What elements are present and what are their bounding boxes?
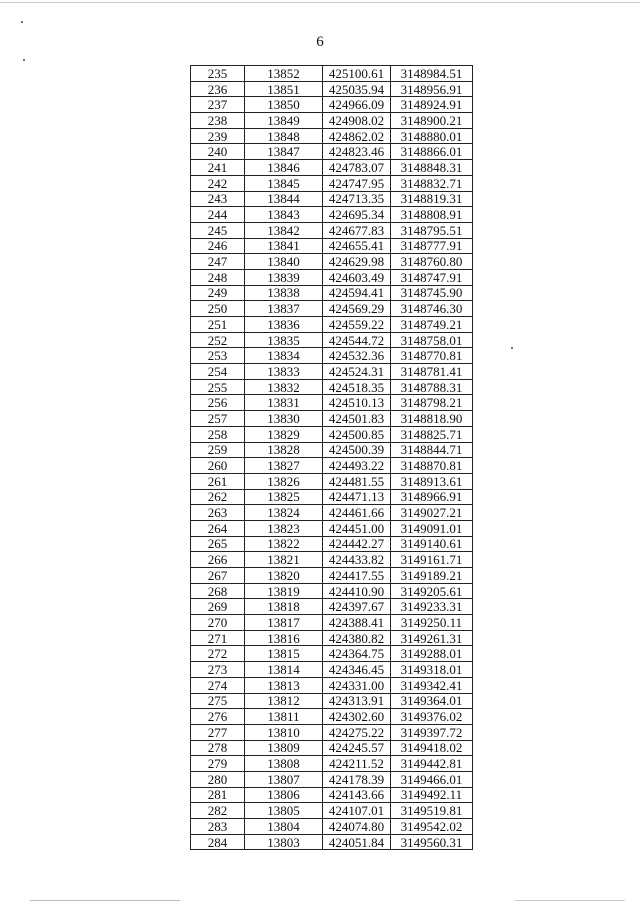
point-number-cell: 257 [191, 411, 245, 427]
point-number-cell: 262 [191, 489, 245, 505]
x-coordinate-cell: 424603.49 [323, 269, 391, 285]
point-number-cell: 269 [191, 599, 245, 615]
table-row [191, 473, 473, 489]
point-number-cell: 242 [191, 175, 245, 191]
page-edge-bottom [30, 900, 180, 901]
x-coordinate-cell: 424051.84 [323, 834, 391, 850]
y-coordinate-cell: 3148844.71 [391, 442, 473, 458]
y-coordinate-cell: 3148832.71 [391, 175, 473, 191]
table-row [191, 160, 473, 176]
x-coordinate-cell: 424346.45 [323, 662, 391, 678]
point-number-cell: 249 [191, 285, 245, 301]
table-row [191, 97, 473, 113]
table-row [191, 113, 473, 129]
table-row [191, 568, 473, 584]
point-number-cell: 281 [191, 787, 245, 803]
point-number-cell: 268 [191, 583, 245, 599]
table-row [191, 662, 473, 678]
table-row [191, 819, 473, 835]
table-row [191, 756, 473, 772]
y-coordinate-cell: 3148798.21 [391, 395, 473, 411]
point-number-cell: 253 [191, 348, 245, 364]
point-id-cell: 13824 [245, 505, 323, 521]
table-row [191, 238, 473, 254]
table-row [191, 379, 473, 395]
point-id-cell: 13822 [245, 536, 323, 552]
y-coordinate-cell: 3149189.21 [391, 568, 473, 584]
table-row [191, 505, 473, 521]
point-number-cell: 265 [191, 536, 245, 552]
x-coordinate-cell: 424143.66 [323, 787, 391, 803]
table-row [191, 81, 473, 97]
table-row [191, 364, 473, 380]
point-id-cell: 13818 [245, 599, 323, 615]
point-id-cell: 13848 [245, 128, 323, 144]
y-coordinate-cell: 3149376.02 [391, 709, 473, 725]
x-coordinate-cell: 424695.34 [323, 207, 391, 223]
y-coordinate-cell: 3148808.91 [391, 207, 473, 223]
x-coordinate-cell: 424677.83 [323, 222, 391, 238]
point-id-cell: 13838 [245, 285, 323, 301]
table-row [191, 599, 473, 615]
point-id-cell: 13835 [245, 332, 323, 348]
y-coordinate-cell: 3149519.81 [391, 803, 473, 819]
point-number-cell: 282 [191, 803, 245, 819]
point-number-cell: 272 [191, 646, 245, 662]
y-coordinate-cell: 3148866.01 [391, 144, 473, 160]
point-number-cell: 284 [191, 834, 245, 850]
y-coordinate-cell: 3148966.91 [391, 489, 473, 505]
point-id-cell: 13847 [245, 144, 323, 160]
point-id-cell: 13821 [245, 552, 323, 568]
x-coordinate-cell: 424713.35 [323, 191, 391, 207]
table-row [191, 332, 473, 348]
y-coordinate-cell: 3149027.21 [391, 505, 473, 521]
y-coordinate-cell: 3148777.91 [391, 238, 473, 254]
y-coordinate-cell: 3148749.21 [391, 317, 473, 333]
point-id-cell: 13825 [245, 489, 323, 505]
table-row [191, 630, 473, 646]
table-row [191, 191, 473, 207]
x-coordinate-cell: 424823.46 [323, 144, 391, 160]
table-row [191, 207, 473, 223]
point-id-cell: 13831 [245, 395, 323, 411]
y-coordinate-cell: 3148984.51 [391, 66, 473, 82]
coordinates-table-body [191, 66, 473, 850]
point-number-cell: 260 [191, 458, 245, 474]
point-number-cell: 277 [191, 724, 245, 740]
point-id-cell: 13813 [245, 677, 323, 693]
point-id-cell: 13826 [245, 473, 323, 489]
x-coordinate-cell: 424544.72 [323, 332, 391, 348]
table-row [191, 317, 473, 333]
table-row [191, 66, 473, 82]
table-row [191, 269, 473, 285]
point-id-cell: 13852 [245, 66, 323, 82]
x-coordinate-cell: 424397.67 [323, 599, 391, 615]
y-coordinate-cell: 3148758.01 [391, 332, 473, 348]
point-number-cell: 278 [191, 740, 245, 756]
x-coordinate-cell: 424313.91 [323, 693, 391, 709]
point-id-cell: 13834 [245, 348, 323, 364]
x-coordinate-cell: 424410.90 [323, 583, 391, 599]
page-edge-top [0, 2, 640, 3]
x-coordinate-cell: 424442.27 [323, 536, 391, 552]
x-coordinate-cell: 424302.60 [323, 709, 391, 725]
point-number-cell: 245 [191, 222, 245, 238]
point-id-cell: 13829 [245, 426, 323, 442]
table-row [191, 222, 473, 238]
point-id-cell: 13823 [245, 520, 323, 536]
y-coordinate-cell: 3149492.11 [391, 787, 473, 803]
table-row [191, 128, 473, 144]
point-id-cell: 13827 [245, 458, 323, 474]
point-number-cell: 238 [191, 113, 245, 129]
point-id-cell: 13839 [245, 269, 323, 285]
table-row [191, 787, 473, 803]
point-id-cell: 13820 [245, 568, 323, 584]
point-id-cell: 13817 [245, 615, 323, 631]
x-coordinate-cell: 424629.98 [323, 254, 391, 270]
y-coordinate-cell: 3148956.91 [391, 81, 473, 97]
point-id-cell: 13812 [245, 693, 323, 709]
x-coordinate-cell: 424501.83 [323, 411, 391, 427]
y-coordinate-cell: 3148795.51 [391, 222, 473, 238]
y-coordinate-cell: 3149560.31 [391, 834, 473, 850]
y-coordinate-cell: 3149342.41 [391, 677, 473, 693]
point-id-cell: 13851 [245, 81, 323, 97]
x-coordinate-cell: 424331.00 [323, 677, 391, 693]
table-row [191, 834, 473, 850]
y-coordinate-cell: 3148747.91 [391, 269, 473, 285]
x-coordinate-cell: 424532.36 [323, 348, 391, 364]
point-id-cell: 13844 [245, 191, 323, 207]
x-coordinate-cell: 424433.82 [323, 552, 391, 568]
x-coordinate-cell: 424417.55 [323, 568, 391, 584]
point-number-cell: 250 [191, 301, 245, 317]
point-id-cell: 13810 [245, 724, 323, 740]
point-id-cell: 13804 [245, 819, 323, 835]
y-coordinate-cell: 3149261.31 [391, 630, 473, 646]
point-number-cell: 280 [191, 771, 245, 787]
point-id-cell: 13840 [245, 254, 323, 270]
x-coordinate-cell: 424451.00 [323, 520, 391, 536]
point-number-cell: 241 [191, 160, 245, 176]
y-coordinate-cell: 3148825.71 [391, 426, 473, 442]
point-number-cell: 254 [191, 364, 245, 380]
scan-speck [23, 59, 25, 61]
point-id-cell: 13837 [245, 301, 323, 317]
y-coordinate-cell: 3149250.11 [391, 615, 473, 631]
table-row [191, 489, 473, 505]
point-number-cell: 246 [191, 238, 245, 254]
y-coordinate-cell: 3148924.91 [391, 97, 473, 113]
y-coordinate-cell: 3148746.30 [391, 301, 473, 317]
point-id-cell: 13845 [245, 175, 323, 191]
table-row [191, 458, 473, 474]
table-row [191, 724, 473, 740]
point-id-cell: 13850 [245, 97, 323, 113]
table-row [191, 520, 473, 536]
table-row [191, 285, 473, 301]
coordinates-table [190, 65, 473, 850]
x-coordinate-cell: 424966.09 [323, 97, 391, 113]
y-coordinate-cell: 3148770.81 [391, 348, 473, 364]
point-number-cell: 270 [191, 615, 245, 631]
x-coordinate-cell: 424388.41 [323, 615, 391, 631]
point-number-cell: 258 [191, 426, 245, 442]
y-coordinate-cell: 3149205.61 [391, 583, 473, 599]
x-coordinate-cell: 424518.35 [323, 379, 391, 395]
table-row [191, 411, 473, 427]
x-coordinate-cell: 424783.07 [323, 160, 391, 176]
point-id-cell: 13805 [245, 803, 323, 819]
point-id-cell: 13832 [245, 379, 323, 395]
y-coordinate-cell: 3149418.02 [391, 740, 473, 756]
point-number-cell: 243 [191, 191, 245, 207]
y-coordinate-cell: 3148818.90 [391, 411, 473, 427]
y-coordinate-cell: 3148880.01 [391, 128, 473, 144]
y-coordinate-cell: 3148745.90 [391, 285, 473, 301]
x-coordinate-cell: 424559.22 [323, 317, 391, 333]
point-id-cell: 13846 [245, 160, 323, 176]
point-number-cell: 274 [191, 677, 245, 693]
table-row [191, 771, 473, 787]
table-row [191, 254, 473, 270]
y-coordinate-cell: 3149364.01 [391, 693, 473, 709]
x-coordinate-cell: 424481.55 [323, 473, 391, 489]
point-number-cell: 259 [191, 442, 245, 458]
table-row [191, 426, 473, 442]
table-row [191, 395, 473, 411]
y-coordinate-cell: 3148848.31 [391, 160, 473, 176]
y-coordinate-cell: 3148913.61 [391, 473, 473, 489]
y-coordinate-cell: 3149442.81 [391, 756, 473, 772]
point-number-cell: 235 [191, 66, 245, 82]
point-id-cell: 13842 [245, 222, 323, 238]
scan-speck [511, 347, 513, 349]
table-row [191, 144, 473, 160]
point-number-cell: 255 [191, 379, 245, 395]
point-number-cell: 273 [191, 662, 245, 678]
point-number-cell: 279 [191, 756, 245, 772]
table-row [191, 677, 473, 693]
x-coordinate-cell: 424471.13 [323, 489, 391, 505]
point-number-cell: 239 [191, 128, 245, 144]
x-coordinate-cell: 424245.57 [323, 740, 391, 756]
x-coordinate-cell: 424500.85 [323, 426, 391, 442]
x-coordinate-cell: 424655.41 [323, 238, 391, 254]
x-coordinate-cell: 424107.01 [323, 803, 391, 819]
point-number-cell: 248 [191, 269, 245, 285]
y-coordinate-cell: 3149318.01 [391, 662, 473, 678]
y-coordinate-cell: 3149397.72 [391, 724, 473, 740]
point-id-cell: 13819 [245, 583, 323, 599]
x-coordinate-cell: 424275.22 [323, 724, 391, 740]
point-id-cell: 13836 [245, 317, 323, 333]
y-coordinate-cell: 3149161.71 [391, 552, 473, 568]
point-number-cell: 264 [191, 520, 245, 536]
x-coordinate-cell: 424510.13 [323, 395, 391, 411]
table-row [191, 709, 473, 725]
point-number-cell: 236 [191, 81, 245, 97]
point-number-cell: 261 [191, 473, 245, 489]
scan-speck [21, 21, 23, 23]
point-number-cell: 240 [191, 144, 245, 160]
table-row [191, 803, 473, 819]
y-coordinate-cell: 3148760.80 [391, 254, 473, 270]
point-id-cell: 13803 [245, 834, 323, 850]
y-coordinate-cell: 3149288.01 [391, 646, 473, 662]
x-coordinate-cell: 424908.02 [323, 113, 391, 129]
point-number-cell: 263 [191, 505, 245, 521]
x-coordinate-cell: 424461.66 [323, 505, 391, 521]
x-coordinate-cell: 424569.29 [323, 301, 391, 317]
table-row [191, 693, 473, 709]
point-id-cell: 13849 [245, 113, 323, 129]
y-coordinate-cell: 3149140.61 [391, 536, 473, 552]
point-number-cell: 271 [191, 630, 245, 646]
x-coordinate-cell: 424364.75 [323, 646, 391, 662]
point-number-cell: 283 [191, 819, 245, 835]
point-number-cell: 275 [191, 693, 245, 709]
point-id-cell: 13808 [245, 756, 323, 772]
point-id-cell: 13811 [245, 709, 323, 725]
point-number-cell: 256 [191, 395, 245, 411]
x-coordinate-cell: 424211.52 [323, 756, 391, 772]
point-number-cell: 267 [191, 568, 245, 584]
table-row [191, 740, 473, 756]
table-row [191, 442, 473, 458]
y-coordinate-cell: 3148870.81 [391, 458, 473, 474]
point-number-cell: 244 [191, 207, 245, 223]
point-id-cell: 13815 [245, 646, 323, 662]
table-row [191, 175, 473, 191]
point-number-cell: 247 [191, 254, 245, 270]
y-coordinate-cell: 3149542.02 [391, 819, 473, 835]
table-row [191, 301, 473, 317]
y-coordinate-cell: 3149091.01 [391, 520, 473, 536]
x-coordinate-cell: 424074.80 [323, 819, 391, 835]
table-row [191, 615, 473, 631]
x-coordinate-cell: 424178.39 [323, 771, 391, 787]
y-coordinate-cell: 3148819.31 [391, 191, 473, 207]
point-id-cell: 13828 [245, 442, 323, 458]
table-row [191, 646, 473, 662]
table-row [191, 536, 473, 552]
table-row [191, 583, 473, 599]
x-coordinate-cell: 424380.82 [323, 630, 391, 646]
x-coordinate-cell: 424493.22 [323, 458, 391, 474]
y-coordinate-cell: 3148781.41 [391, 364, 473, 380]
x-coordinate-cell: 424747.95 [323, 175, 391, 191]
point-id-cell: 13806 [245, 787, 323, 803]
x-coordinate-cell: 424524.31 [323, 364, 391, 380]
y-coordinate-cell: 3149466.01 [391, 771, 473, 787]
table-row [191, 348, 473, 364]
point-id-cell: 13809 [245, 740, 323, 756]
point-number-cell: 266 [191, 552, 245, 568]
x-coordinate-cell: 424500.39 [323, 442, 391, 458]
y-coordinate-cell: 3149233.31 [391, 599, 473, 615]
x-coordinate-cell: 424594.41 [323, 285, 391, 301]
point-number-cell: 252 [191, 332, 245, 348]
y-coordinate-cell: 3148900.21 [391, 113, 473, 129]
y-coordinate-cell: 3148788.31 [391, 379, 473, 395]
point-id-cell: 13841 [245, 238, 323, 254]
point-id-cell: 13814 [245, 662, 323, 678]
point-number-cell: 237 [191, 97, 245, 113]
point-number-cell: 251 [191, 317, 245, 333]
point-id-cell: 13833 [245, 364, 323, 380]
x-coordinate-cell: 425035.94 [323, 81, 391, 97]
page-edge-bottom [515, 900, 625, 901]
point-id-cell: 13807 [245, 771, 323, 787]
page-number: 6 [316, 34, 324, 50]
point-number-cell: 276 [191, 709, 245, 725]
point-id-cell: 13843 [245, 207, 323, 223]
x-coordinate-cell: 425100.61 [323, 66, 391, 82]
table-row [191, 552, 473, 568]
point-id-cell: 13830 [245, 411, 323, 427]
x-coordinate-cell: 424862.02 [323, 128, 391, 144]
point-id-cell: 13816 [245, 630, 323, 646]
